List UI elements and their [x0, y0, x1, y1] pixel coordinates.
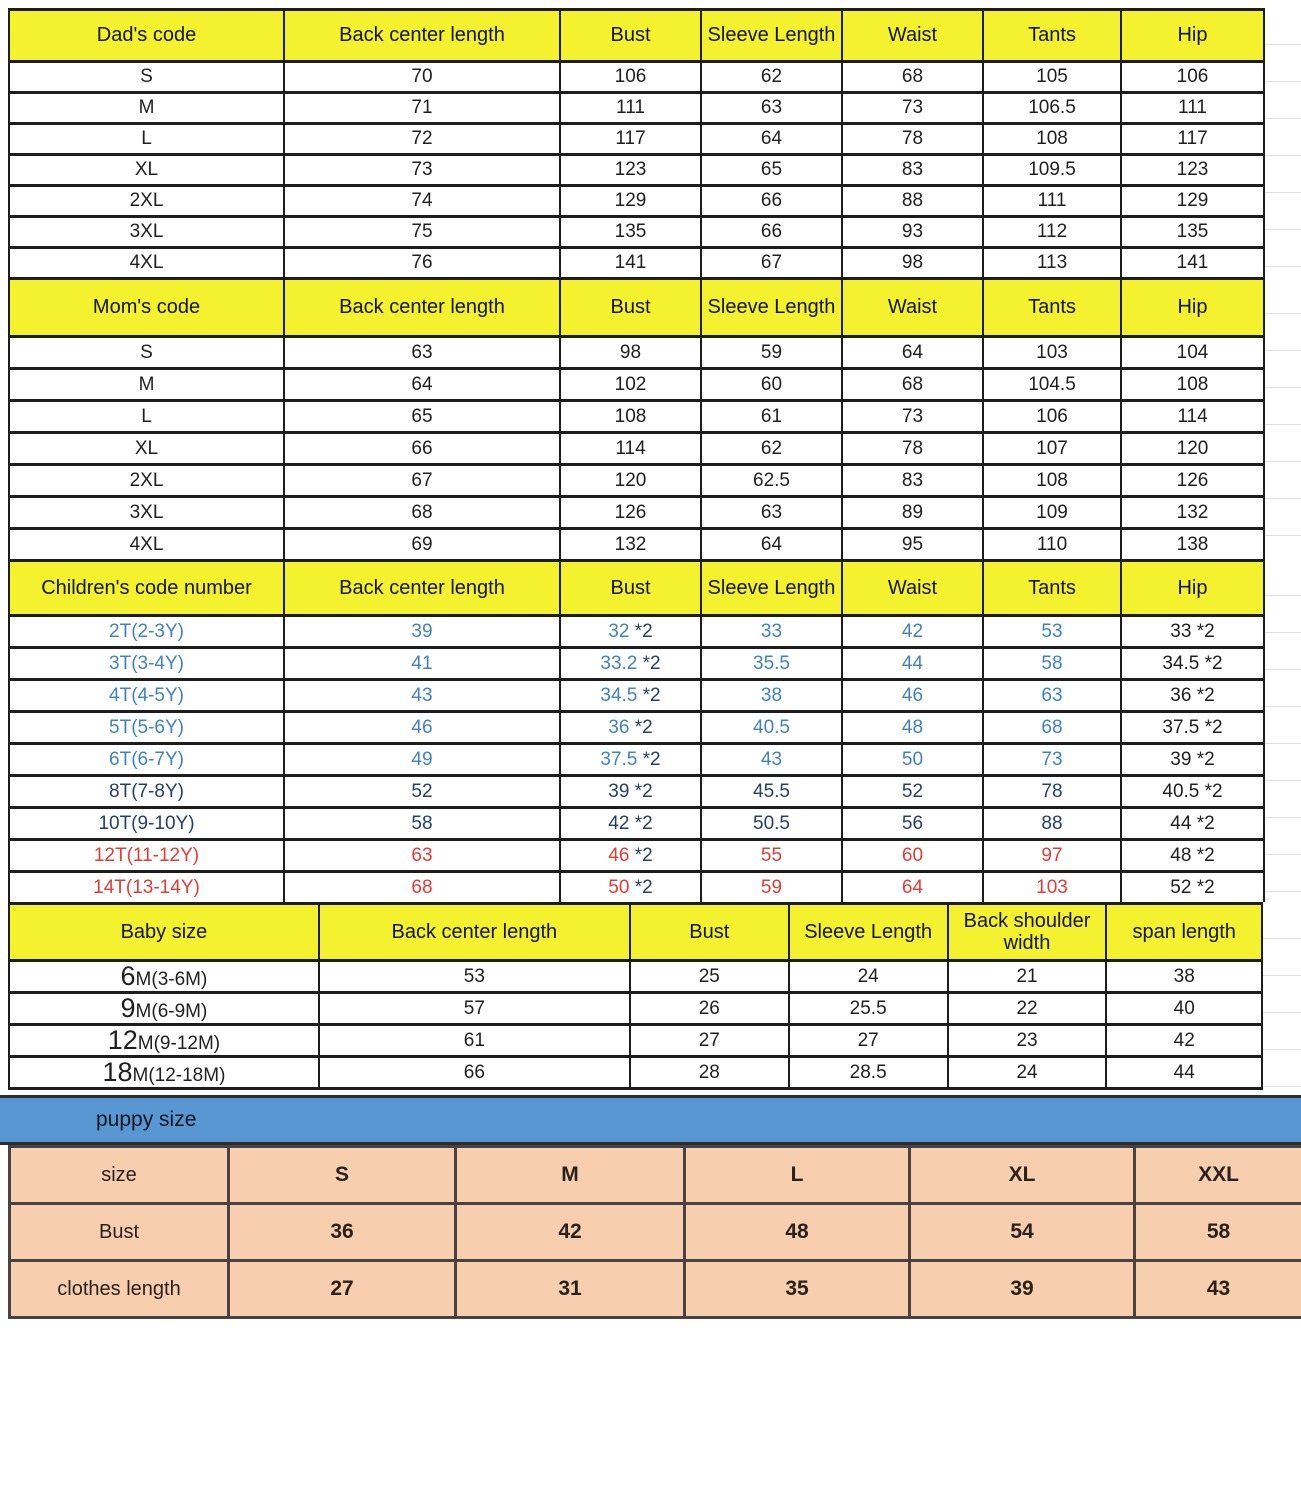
size-value-cell: 50.5 [701, 808, 842, 840]
children-row [9, 648, 1264, 680]
row-label: XL [9, 155, 284, 186]
size-value-cell: 60 [701, 369, 842, 401]
dad-row [9, 62, 1264, 93]
size-value-cell: 45.5 [701, 776, 842, 808]
size-value-cell: 106 [983, 401, 1121, 433]
row-label: 3T(3-4Y) [9, 648, 284, 680]
row-label: 6M(3-6M) [9, 961, 319, 993]
size-value-cell: 97 [983, 840, 1121, 872]
size-value-cell: 120 [1121, 433, 1264, 465]
size-value-cell: 98 [560, 337, 701, 369]
column-header: Sleeve Length [701, 10, 842, 62]
size-value-cell: 70 [284, 62, 560, 93]
size-value-cell: 64 [842, 337, 983, 369]
size-value-cell: 58 [1135, 1204, 1301, 1261]
size-value-cell: 64 [701, 124, 842, 155]
size-value-cell: 52 *2 [1121, 872, 1264, 904]
size-value-cell: 132 [560, 529, 701, 561]
size-value-cell: 46 [284, 712, 560, 744]
mom-row [9, 497, 1264, 529]
size-value-cell: 39 [910, 1261, 1135, 1318]
row-label: 12M(9-12M) [9, 1025, 319, 1057]
column-header: Bust [560, 10, 701, 62]
size-value-cell: 108 [983, 465, 1121, 497]
size-value-cell: 78 [842, 124, 983, 155]
size-value-cell: 129 [560, 186, 701, 217]
header-row [9, 561, 1264, 616]
dad-row [9, 217, 1264, 248]
size-value-cell: 88 [842, 186, 983, 217]
row-label: 3XL [9, 497, 284, 529]
row-label: 6T(6-7Y) [9, 744, 284, 776]
size-value-cell: 104.5 [983, 369, 1121, 401]
mom-row [9, 465, 1264, 497]
size-value-cell: 129 [1121, 186, 1264, 217]
row-label: S [9, 62, 284, 93]
puppy-row [10, 1204, 1301, 1261]
size-value-cell: 72 [284, 124, 560, 155]
mom-row [9, 401, 1264, 433]
row-label: 4XL [9, 248, 284, 279]
size-value-cell: 135 [560, 217, 701, 248]
column-header: Bust [560, 279, 701, 337]
column-header: Waist [842, 561, 983, 616]
size-value-cell: S [229, 1147, 456, 1204]
column-header: Baby size [9, 904, 319, 961]
size-value-cell: 64 [842, 872, 983, 904]
dad-row [9, 93, 1264, 124]
size-value-cell: 40.5 [701, 712, 842, 744]
size-value-cell: XXL [1135, 1147, 1301, 1204]
size-value-cell: 43 [284, 680, 560, 712]
size-value-cell: 43 [701, 744, 842, 776]
size-value-cell: 102 [560, 369, 701, 401]
header-row [9, 904, 1262, 961]
size-value-cell: 62 [701, 62, 842, 93]
row-label: 18M(12-18M) [9, 1057, 319, 1089]
size-value-cell: 68 [983, 712, 1121, 744]
mom-row [9, 529, 1264, 561]
size-value-cell: 61 [319, 1025, 630, 1057]
size-value-cell: 63 [284, 840, 560, 872]
size-value-cell: 57 [319, 993, 630, 1025]
size-value-cell: 106 [1121, 62, 1264, 93]
column-header: Waist [842, 279, 983, 337]
baby-row [9, 961, 1262, 993]
row-label: clothes length [10, 1261, 229, 1318]
size-value-cell: 71 [284, 93, 560, 124]
size-value-cell: 42 [842, 616, 983, 648]
size-value-cell: 62.5 [701, 465, 842, 497]
size-value-cell: 65 [284, 401, 560, 433]
size-value-cell: 106.5 [983, 93, 1121, 124]
children-row [9, 840, 1264, 872]
size-value-cell: 73 [842, 93, 983, 124]
size-value-cell: 36 *2 [560, 712, 701, 744]
row-label: 12T(11-12Y) [9, 840, 284, 872]
baby-size-table [8, 902, 1263, 1090]
column-header: Sleeve Length [789, 904, 948, 961]
dad-row [9, 186, 1264, 217]
mom-row [9, 369, 1264, 401]
size-value-cell: 113 [983, 248, 1121, 279]
size-value-cell: 138 [1121, 529, 1264, 561]
column-header: Waist [842, 10, 983, 62]
header-row [9, 10, 1264, 62]
size-value-cell: L [685, 1147, 910, 1204]
size-value-cell: 141 [560, 248, 701, 279]
size-value-cell: 108 [560, 401, 701, 433]
size-value-cell: 24 [789, 961, 948, 993]
size-value-cell: 33.2 *2 [560, 648, 701, 680]
column-header: Bust [560, 561, 701, 616]
size-value-cell: 69 [284, 529, 560, 561]
size-value-cell: 39 *2 [560, 776, 701, 808]
size-value-cell: 59 [701, 872, 842, 904]
size-value-cell: 40.5 *2 [1121, 776, 1264, 808]
size-value-cell: 123 [1121, 155, 1264, 186]
size-value-cell: 103 [983, 337, 1121, 369]
size-value-cell: 39 [284, 616, 560, 648]
column-header: Back shoulder width [948, 904, 1107, 961]
size-value-cell: 76 [284, 248, 560, 279]
size-value-cell: XL [910, 1147, 1135, 1204]
size-value-cell: 88 [983, 808, 1121, 840]
size-value-cell: 54 [910, 1204, 1135, 1261]
size-value-cell: 63 [701, 93, 842, 124]
row-label: M [9, 93, 284, 124]
size-value-cell: 67 [701, 248, 842, 279]
size-value-cell: 103 [983, 872, 1121, 904]
size-value-cell: 53 [319, 961, 630, 993]
size-value-cell: 62 [701, 433, 842, 465]
size-value-cell: 28 [630, 1057, 789, 1089]
row-label: 4XL [9, 529, 284, 561]
size-value-cell: 114 [1121, 401, 1264, 433]
column-header: Hip [1121, 10, 1264, 62]
size-value-cell: 65 [701, 155, 842, 186]
size-value-cell: 24 [948, 1057, 1107, 1089]
puppy-size-banner [0, 1095, 1301, 1145]
spreadsheet-gridlines [1263, 902, 1301, 1090]
size-value-cell: 111 [1121, 93, 1264, 124]
header-row [9, 279, 1264, 337]
row-label: 9M(6-9M) [9, 993, 319, 1025]
row-label: size [10, 1147, 229, 1204]
size-value-cell: 42 *2 [560, 808, 701, 840]
children-row [9, 872, 1264, 904]
size-value-cell: 104 [1121, 337, 1264, 369]
size-value-cell: 44 *2 [1121, 808, 1264, 840]
row-label: 10T(9-10Y) [9, 808, 284, 840]
size-value-cell: 59 [701, 337, 842, 369]
dad-row [9, 248, 1264, 279]
size-value-cell: 132 [1121, 497, 1264, 529]
size-value-cell: 38 [1106, 961, 1262, 993]
row-label: 5T(5-6Y) [9, 712, 284, 744]
size-value-cell: 42 [1106, 1025, 1262, 1057]
size-value-cell: 93 [842, 217, 983, 248]
column-header: span length [1106, 904, 1262, 961]
puppy-size-table [8, 1145, 1301, 1319]
size-value-cell: 63 [284, 337, 560, 369]
size-value-cell: 22 [948, 993, 1107, 1025]
column-header: Back center length [284, 10, 560, 62]
column-header: Tants [983, 279, 1121, 337]
size-value-cell: 135 [1121, 217, 1264, 248]
row-label: 2XL [9, 465, 284, 497]
size-value-cell: 73 [284, 155, 560, 186]
column-header: Tants [983, 10, 1121, 62]
row-label: 8T(7-8Y) [9, 776, 284, 808]
column-header: Back center length [319, 904, 630, 961]
size-value-cell: 73 [842, 401, 983, 433]
size-value-cell: 48 *2 [1121, 840, 1264, 872]
size-value-cell: 117 [1121, 124, 1264, 155]
row-label: S [9, 337, 284, 369]
size-value-cell: 27 [789, 1025, 948, 1057]
size-value-cell: 55 [701, 840, 842, 872]
size-value-cell: 83 [842, 155, 983, 186]
column-header: Hip [1121, 279, 1264, 337]
row-label: 14T(13-14Y) [9, 872, 284, 904]
size-value-cell: 106 [560, 62, 701, 93]
mom-row [9, 337, 1264, 369]
size-value-cell: 114 [560, 433, 701, 465]
size-value-cell: 37.5 *2 [560, 744, 701, 776]
row-label: 2T(2-3Y) [9, 616, 284, 648]
size-value-cell: 25 [630, 961, 789, 993]
size-value-cell: 33 *2 [1121, 616, 1264, 648]
size-value-cell: 52 [842, 776, 983, 808]
size-value-cell: 68 [284, 497, 560, 529]
size-value-cell: 123 [560, 155, 701, 186]
dads-size-section [8, 8, 1301, 280]
size-value-cell: 108 [983, 124, 1121, 155]
childrens-size-section [8, 559, 1301, 905]
size-value-cell: 39 *2 [1121, 744, 1264, 776]
puppy-row [10, 1261, 1301, 1318]
size-value-cell: 98 [842, 248, 983, 279]
row-label: Bust [10, 1204, 229, 1261]
size-value-cell: 32 *2 [560, 616, 701, 648]
size-value-cell: 21 [948, 961, 1107, 993]
size-value-cell: 61 [701, 401, 842, 433]
column-header: Sleeve Length [701, 279, 842, 337]
column-header: Children's code number [9, 561, 284, 616]
size-value-cell: 126 [1121, 465, 1264, 497]
size-value-cell: 63 [701, 497, 842, 529]
size-value-cell: 67 [284, 465, 560, 497]
size-value-cell: 111 [560, 93, 701, 124]
column-header: Tants [983, 561, 1121, 616]
size-value-cell: 64 [701, 529, 842, 561]
size-value-cell: 36 [229, 1204, 456, 1261]
size-value-cell: 56 [842, 808, 983, 840]
children-row [9, 808, 1264, 840]
size-value-cell: 108 [1121, 369, 1264, 401]
row-label: 2XL [9, 186, 284, 217]
row-label: M [9, 369, 284, 401]
size-value-cell: 36 *2 [1121, 680, 1264, 712]
column-header: Mom's code [9, 279, 284, 337]
column-header: Back center length [284, 561, 560, 616]
size-value-cell: 78 [842, 433, 983, 465]
size-value-cell: 75 [284, 217, 560, 248]
puppy-row [10, 1147, 1301, 1204]
size-value-cell: 46 [842, 680, 983, 712]
size-value-cell: 95 [842, 529, 983, 561]
row-label: L [9, 401, 284, 433]
size-value-cell: 27 [630, 1025, 789, 1057]
baby-row [9, 1057, 1262, 1089]
size-value-cell: 53 [983, 616, 1121, 648]
size-value-cell: 66 [701, 217, 842, 248]
baby-size-section [8, 902, 1301, 1090]
size-value-cell: 23 [948, 1025, 1107, 1057]
size-value-cell: 66 [319, 1057, 630, 1089]
moms-size-section [8, 277, 1301, 562]
size-value-cell: 68 [842, 62, 983, 93]
size-value-cell: 73 [983, 744, 1121, 776]
dads-size-table [8, 8, 1265, 280]
size-value-cell: 110 [983, 529, 1121, 561]
dad-row [9, 155, 1264, 186]
size-value-cell: 66 [284, 433, 560, 465]
size-value-cell: 68 [284, 872, 560, 904]
size-value-cell: 46 *2 [560, 840, 701, 872]
size-value-cell: 50 [842, 744, 983, 776]
size-value-cell: 44 [1106, 1057, 1262, 1089]
size-value-cell: 89 [842, 497, 983, 529]
size-value-cell: 38 [701, 680, 842, 712]
size-value-cell: 74 [284, 186, 560, 217]
column-header: Bust [630, 904, 789, 961]
spreadsheet-gridlines [1265, 559, 1301, 905]
size-value-cell: 109.5 [983, 155, 1121, 186]
size-value-cell: M [456, 1147, 685, 1204]
size-value-cell: 27 [229, 1261, 456, 1318]
size-value-cell: 83 [842, 465, 983, 497]
column-header: Back center length [284, 279, 560, 337]
row-label: 4T(4-5Y) [9, 680, 284, 712]
size-value-cell: 52 [284, 776, 560, 808]
size-value-cell: 35.5 [701, 648, 842, 680]
size-value-cell: 50 *2 [560, 872, 701, 904]
children-row [9, 776, 1264, 808]
size-value-cell: 112 [983, 217, 1121, 248]
size-value-cell: 42 [456, 1204, 685, 1261]
size-value-cell: 34.5 *2 [560, 680, 701, 712]
size-value-cell: 60 [842, 840, 983, 872]
size-value-cell: 33 [701, 616, 842, 648]
column-header: Dad's code [9, 10, 284, 62]
size-value-cell: 48 [685, 1204, 910, 1261]
moms-size-table [8, 277, 1265, 562]
size-value-cell: 40 [1106, 993, 1262, 1025]
size-value-cell: 68 [842, 369, 983, 401]
puppy-size-banner-label: puppy size [96, 1108, 197, 1131]
row-label: L [9, 124, 284, 155]
size-value-cell: 37.5 *2 [1121, 712, 1264, 744]
size-value-cell: 41 [284, 648, 560, 680]
size-value-cell: 109 [983, 497, 1121, 529]
children-row [9, 680, 1264, 712]
size-value-cell: 25.5 [789, 993, 948, 1025]
children-row [9, 712, 1264, 744]
children-row [9, 616, 1264, 648]
spreadsheet-gridlines [1265, 8, 1301, 280]
size-value-cell: 63 [983, 680, 1121, 712]
size-value-cell: 64 [284, 369, 560, 401]
size-value-cell: 120 [560, 465, 701, 497]
size-value-cell: 78 [983, 776, 1121, 808]
baby-row [9, 993, 1262, 1025]
size-value-cell: 43 [1135, 1261, 1301, 1318]
size-value-cell: 26 [630, 993, 789, 1025]
size-value-cell: 34.5 *2 [1121, 648, 1264, 680]
size-value-cell: 105 [983, 62, 1121, 93]
size-value-cell: 107 [983, 433, 1121, 465]
size-value-cell: 44 [842, 648, 983, 680]
size-value-cell: 28.5 [789, 1057, 948, 1089]
row-label: XL [9, 433, 284, 465]
dad-row [9, 124, 1264, 155]
column-header: Hip [1121, 561, 1264, 616]
children-row [9, 744, 1264, 776]
size-value-cell: 111 [983, 186, 1121, 217]
size-value-cell: 117 [560, 124, 701, 155]
mom-row [9, 433, 1264, 465]
spreadsheet-gridlines [1265, 277, 1301, 562]
size-value-cell: 141 [1121, 248, 1264, 279]
size-value-cell: 31 [456, 1261, 685, 1318]
size-value-cell: 66 [701, 186, 842, 217]
childrens-size-table [8, 559, 1265, 905]
size-value-cell: 58 [284, 808, 560, 840]
row-label: 3XL [9, 217, 284, 248]
size-value-cell: 35 [685, 1261, 910, 1318]
size-value-cell: 58 [983, 648, 1121, 680]
baby-row [9, 1025, 1262, 1057]
size-value-cell: 48 [842, 712, 983, 744]
column-header: Sleeve Length [701, 561, 842, 616]
size-value-cell: 49 [284, 744, 560, 776]
size-value-cell: 126 [560, 497, 701, 529]
